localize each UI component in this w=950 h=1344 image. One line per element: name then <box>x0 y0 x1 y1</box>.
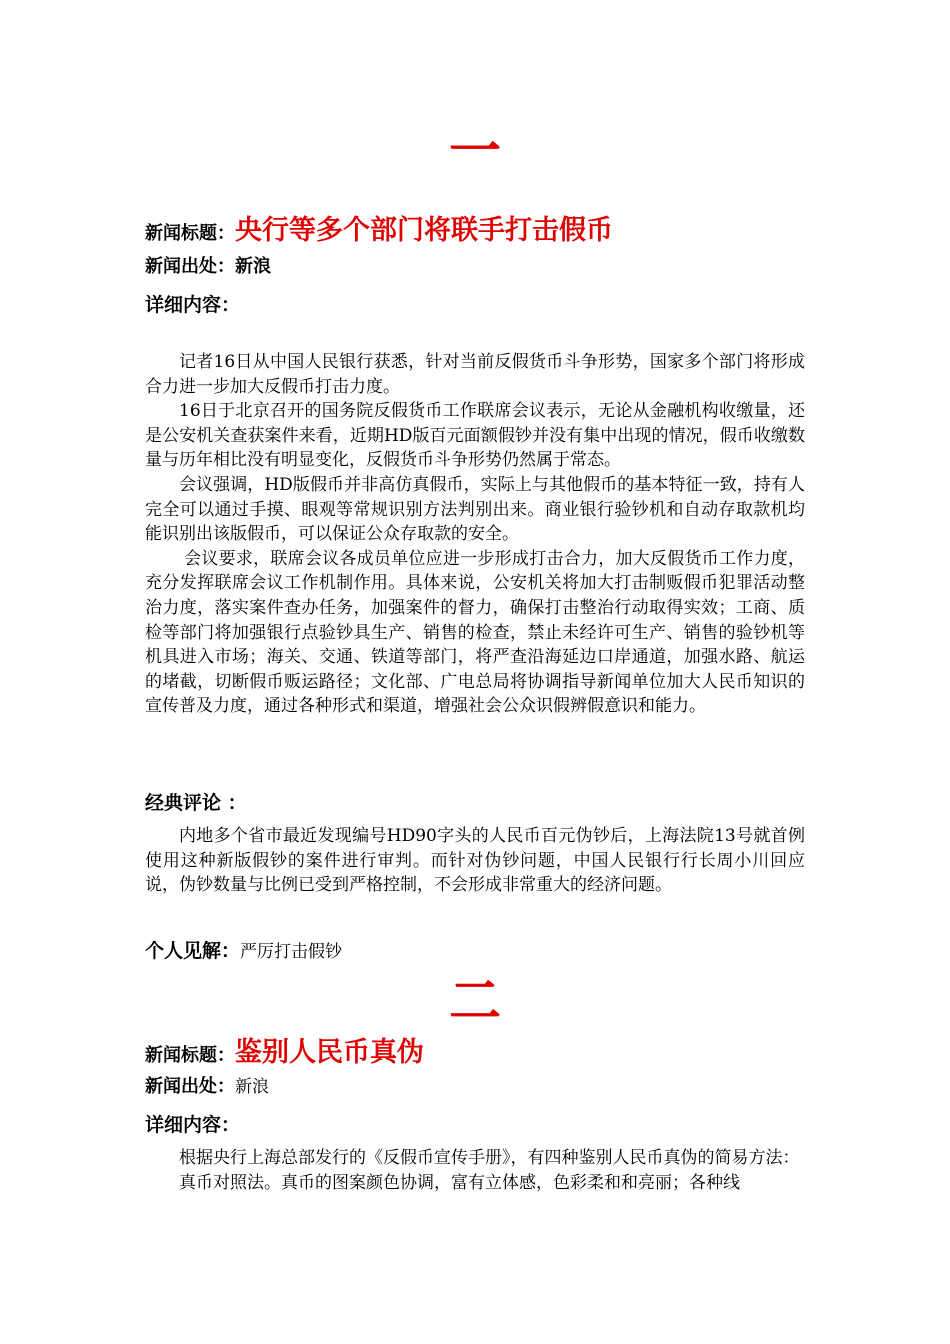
comment-label: 经典评论 ： <box>145 792 247 814</box>
news-source: 新浪 <box>235 256 271 277</box>
section-number-2: 二 <box>448 972 501 1032</box>
paragraph: 会议要求，联席会议各成员单位应进一步形成打击合力，加大反假货币工作力度，充分发挥联席会议工作机制作用。具体来说，公安机关将加大打击制贩假币犯罪活动整治力度，落实案件查办任务，加强案件的督力，确保打击整治行动取得实效；工商、质检等部门将加强银行点验钞具生产、销售的检查，禁止未经许可生产、销售的验钞机等机具进入市场；海关、交通、铁道等部门，将严查沿海延边口岸通道，加强水路、航运的堵截，切断假币贩运路径；文化部、广电总局将协调指导新闻单位加大人民币知识的宣传普及力度，通过各种形式和渠道，增强社会公众识假辨假意识和能力。 <box>145 548 805 717</box>
news-title-row-2 <box>145 1030 805 1069</box>
opinion-row-1 <box>145 936 805 963</box>
opinion-text: 严厉打击假钞 <box>240 942 343 962</box>
news-title-label: 新闻标题： <box>145 223 235 244</box>
news-body-2 <box>145 1146 805 1195</box>
paragraph: 16日于北京召开的国务院反假货币工作联席会议表示，无论从金融机构收缴量，还是公安机关查获案件来看，近期HD版百元面额假钞并没有集中出现的情况，假币收缴数量与历年相比没有明显变化，反假货币斗争形势仍然属于常态。 <box>145 401 805 471</box>
paragraph: 根据央行上海总部发行的《反假币宣传手册》，有四种鉴别人民币真伪的简易方法： <box>179 1148 800 1168</box>
comment-paragraph: 内地多个省市最近发现编号HD90字头的人民币百元伪钞后，上海法院13号就首例使用这种新版假钞的案件进行审判。而针对伪钞问题，中国人民银行行长周小川回应说，伪钞数量与比例已受到严格控制，不会形成非常重大的经济问题。 <box>145 826 805 896</box>
news-title: 央行等多个部门将联手打击假币 <box>235 215 613 246</box>
content-label: 详细内容： <box>145 294 241 316</box>
paragraph: 会议强调，HD版假币并非高仿真假币，实际上与其他假币的基本特征一致，持有人完全可以通过手摸、眼观等常规识别方法判别出来。商业银行验钞机和自动存取款机均能识别出该版假币，可以保证公众存取款的安全。 <box>145 474 805 545</box>
news-title-row-1 <box>145 208 805 247</box>
comment-label-row-1 <box>145 788 805 815</box>
news-title: 鉴别人民币真伪 <box>235 1037 424 1068</box>
paragraph: 记者16日从中国人民银行获悉，针对当前反假货币斗争形势，国家多个部门将形成合力进一步加大反假币打击力度。 <box>145 352 805 397</box>
section-number-1: 一 <box>448 122 501 182</box>
news-source: 新浪 <box>235 1077 269 1097</box>
news-source-label: 新闻出处： <box>145 256 235 277</box>
news-body-1 <box>145 350 805 719</box>
news-source-row-2 <box>145 1072 805 1098</box>
comment-body-1 <box>145 824 805 898</box>
content-label-row-1 <box>145 290 805 317</box>
opinion-label: 个人见解： <box>145 940 241 962</box>
content-label: 详细内容： <box>145 1114 241 1136</box>
content-label-row-2 <box>145 1110 805 1137</box>
paragraph: 真币对照法。真币的图案颜色协调，富有立体感，色彩柔和和亮丽；各种线 <box>179 1172 740 1193</box>
news-title-label: 新闻标题： <box>145 1045 235 1066</box>
news-source-label: 新闻出处： <box>145 1076 235 1097</box>
news-source-row-1 <box>145 252 805 278</box>
